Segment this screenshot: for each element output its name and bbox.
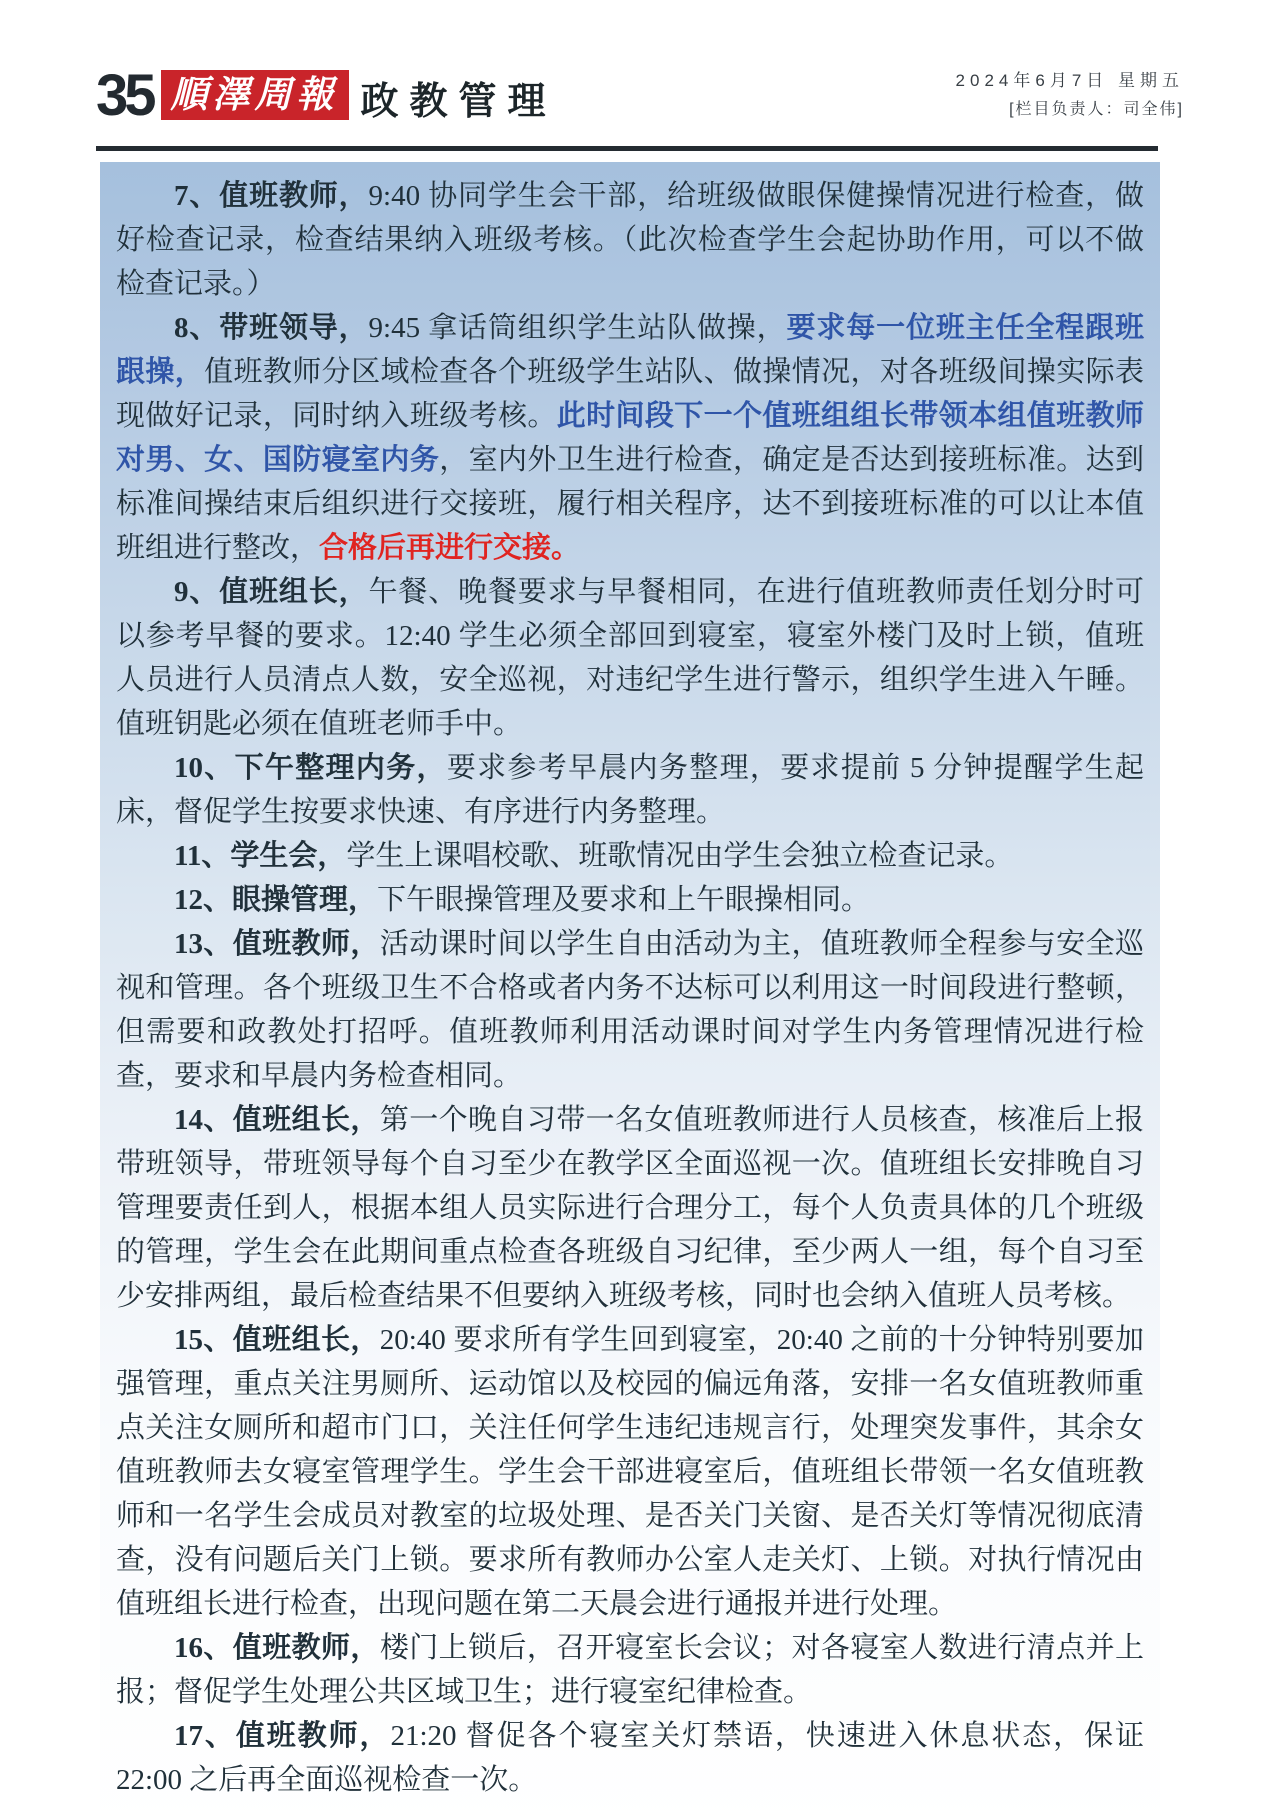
text-run-normal: 下午眼操管理及要求和上午眼操相同。 — [377, 884, 871, 916]
list-item — [116, 878, 1144, 922]
header-meta — [956, 66, 1184, 120]
text-run-bold: 10、下午整理内务， — [174, 752, 447, 784]
text-run-normal: 9:45 拿话筒组织学生站队做操， — [368, 312, 787, 344]
list-item — [116, 746, 1144, 834]
content-body — [100, 162, 1160, 1810]
text-run-blue: 此时间段下一个值班组组长带领本组值班教师对男、女、国防寝室内务 — [116, 400, 1144, 476]
text-run-bold: 9、值班组长， — [174, 576, 369, 608]
masthead-logo: 順澤周報 — [161, 70, 349, 120]
text-run-bold: 8、带班领导， — [174, 312, 369, 344]
text-run-bold: 11、学生会， — [174, 840, 347, 872]
text-run-normal: 要求参考早晨内务整理，要求提前 5 分钟提醒学生起床，督促学生按要求快速、有序进行内务整理。 — [116, 752, 1144, 828]
header-divider — [96, 146, 1158, 151]
page-header — [96, 63, 1184, 129]
list-item — [116, 174, 1144, 306]
editor-line: [栏目负责人：司全伟] — [1009, 101, 1184, 118]
text-run-bold: 7、值班教师， — [174, 180, 369, 212]
list-item — [116, 1626, 1144, 1714]
text-run-red: 合格后再进行交接。 — [319, 532, 581, 564]
list-item — [116, 570, 1144, 746]
date-line: 2024年6月7日 星期五 — [955, 71, 1184, 90]
text-run-bold: 17、值班教师， — [174, 1720, 391, 1752]
section-title: 政教管理 — [360, 80, 557, 123]
text-run-normal: 学生上课唱校歌、班歌情况由学生会独立检查记录。 — [346, 840, 1014, 872]
text-run-normal: ，室内外卫生进行检查，确定是否达到接班标准。达到标准间操结束后组织进行交接班，履行相关程序，达不到接班标准的可以让本值班组进行整改， — [116, 444, 1144, 564]
list-item — [116, 922, 1144, 1098]
text-run-normal: 20:40 要求所有学生回到寝室，20:40 之前的十分钟特别要加强管理，重点关注男厕所、运动馆以及校园的偏远角落，安排一名女值班教师重点关注女厕所和超市门口，关注任何学生违纪违规言行，处理突发事件，其余女值班教师去女寝室管理学生。学生会干部进寝室后，值班组长带领一名女值班教师和一名学生会成员对教室的垃圾处理、是否关门关窗、是否关灯等情况彻底清查，没有问题后关门上锁。要求所有教师办公室人走关灯、上锁。对执行情况由值班组长进行检查，出现问题在第二天晨会进行通报并进行处理。 — [116, 1324, 1144, 1620]
text-run-normal: 午餐、晚餐要求与早餐相同，在进行值班教师责任划分时可以参考早餐的要求。12:40 学生必须全部回到寝室，寝室外楼门及时上锁，值班人员进行人员清点人数，安全巡视，对违纪学生进行警示，组织学生进入午睡。值班钥匙必须在值班老师手中。 — [116, 576, 1144, 740]
text-run-blue: 要求每一位班主任全程跟班跟操， — [116, 312, 1144, 388]
text-run-bold: 15、值班组长， — [174, 1324, 380, 1356]
text-run-normal: 活动课时间以学生自由活动为主，值班教师全程参与安全巡视和管理。各个班级卫生不合格或者内务不达标可以利用这一时间段进行整顿，但需要和政教处打招呼。值班教师利用活动课时间对学生内务管理情况进行检查，要求和早晨内务检查相同。 — [116, 928, 1144, 1092]
text-run-normal: 第一个晚自习带一名女值班教师进行人员核查，核准后上报带班领导，带班领导每个自习至少在教学区全面巡视一次。值班组长安排晚自习管理要责任到人，根据本组人员实际进行合理分工，每个人负责具体的几个班级的管理，学生会在此期间重点检查各班级自习纪律，至少两人一组，每个自习至少安排两组，最后检查结果不但要纳入班级考核，同时也会纳入值班人员考核。 — [116, 1104, 1144, 1312]
list-item — [116, 1714, 1144, 1802]
list-item — [116, 306, 1144, 570]
text-run-normal: 9:40 协同学生会干部，给班级做眼保健操情况进行检查，做好检查记录，检查结果纳入班级考核。（此次检查学生会起协助作用，可以不做检查记录。） — [116, 180, 1144, 300]
page-number: 35 — [96, 63, 153, 129]
text-run-normal: 楼门上锁后，召开寝室长会议；对各寝室人数进行清点并上报；督促学生处理公共区域卫生；进行寝室纪律检查。 — [116, 1632, 1144, 1708]
text-run-normal: 值班教师分区域检查各个班级学生站队、做操情况，对各班级间操实际表现做好记录，同时纳入班级考核。 — [116, 356, 1144, 432]
text-run-bold: 13、值班教师， — [174, 928, 380, 960]
text-run-bold: 16、值班教师， — [174, 1632, 380, 1664]
list-item — [116, 1318, 1144, 1626]
list-item — [116, 834, 1144, 878]
list-item — [116, 1098, 1144, 1318]
text-run-bold: 14、值班组长， — [174, 1104, 380, 1136]
text-run-bold: 12、眼操管理， — [174, 884, 378, 916]
text-run-normal: 21:20 督促各个寝室关灯禁语，快速进入休息状态，保证 22:00 之后再全面巡视检查一次。 — [116, 1720, 1144, 1796]
